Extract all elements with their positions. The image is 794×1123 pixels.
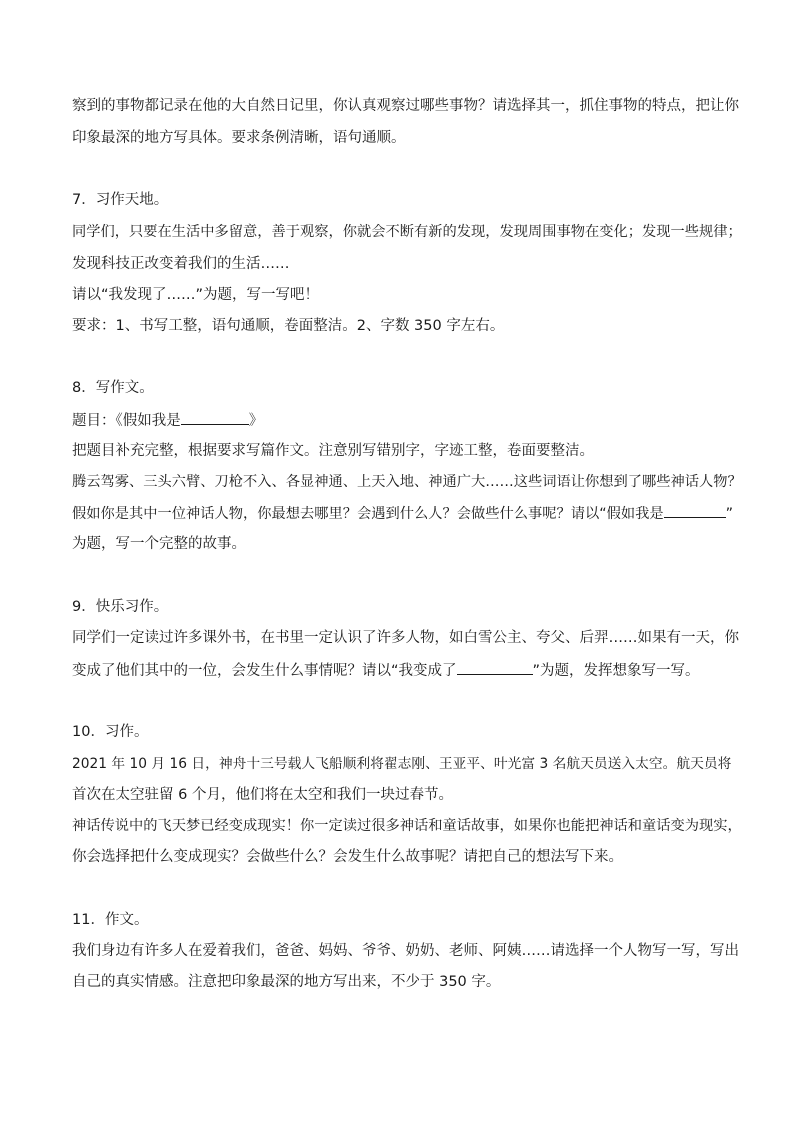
q9-line-2-prefix: 变成了他们其中的一位，会发生什么事情呢？请以“我变成了	[72, 663, 457, 679]
q10-line-4: 你会选择把什么变成现实？会做些什么？会发生什么故事呢？请把自己的想法写下来。	[72, 849, 623, 865]
q7-line-1: 同学们，只要在生活中多留意，善于观察，你就会不断有新的发现，发现周围事物在变化；发现一些规律；	[72, 224, 742, 240]
q10-line-3: 神话传说中的飞天梦已经变成现实！你一定读过很多神话和童话故事，如果你也能把神话和童话变为现实，	[72, 818, 742, 834]
q7-heading: 7．习作天地。	[72, 192, 169, 208]
q9-heading: 9．快乐习作。	[72, 599, 169, 615]
q8-line-3	[72, 503, 742, 524]
q9-line-2-suffix: ”为题，发挥想象写一写。	[532, 663, 700, 679]
q10-line-2: 首次在太空驻留 6 个月，他们将在太空和我们一块过春节。	[72, 787, 453, 803]
q8-line-3-blank	[664, 503, 726, 518]
q8-title-prefix: 题目：《假如我是	[72, 413, 181, 429]
q8-line-2: 腾云驾雾、三头六臂、刀枪不入、各显神通、上天入地、神通广大……这些词语让你想到了哪些神话人物？	[72, 474, 742, 490]
q7-line-4: 要求：1、书写工整，语句通顺，卷面整洁。2、字数 350 字左右。	[72, 318, 505, 334]
q9-line-1: 同学们一定读过许多课外书，在书里一定认识了许多人物，如白雪公主、夸父、后羿……如果有一天，你	[72, 630, 739, 646]
q6-line-1: 察到的事物都记录在他的大自然日记里，你认真观察过哪些事物？请选择其一，抓住事物的特点，把让你	[72, 98, 739, 114]
q8-title-blank	[181, 410, 249, 425]
q8-title-line	[72, 410, 742, 431]
q10-line-1: 2021 年 10 月 16 日，神舟十三号载人飞船顺利将翟志刚、王亚平、叶光富 3 名航天员送入太空。航天员将	[72, 756, 732, 772]
q8-line-3-suffix: ”	[725, 506, 734, 522]
q10-heading: 10．习作。	[72, 724, 149, 740]
q9-line-2-blank	[457, 660, 533, 675]
q6-line-2: 印象最深的地方写具体。要求条例清晰，语句通顺。	[72, 130, 406, 146]
q7-line-2: 发现科技正改变着我们的生活……	[72, 256, 290, 272]
q9-line-2	[72, 660, 742, 681]
q11-heading: 11．作文。	[72, 912, 149, 928]
q7-line-3: 请以“我发现了……”为题，写一写吧！	[72, 287, 320, 303]
q8-line-1: 把题目补充完整，根据要求写篇作文。注意别写错别字，字迹工整，卷面要整洁。	[72, 443, 594, 459]
q8-title-suffix: 》	[248, 413, 264, 429]
q11-line-1: 我们身边有许多人在爱着我们，爸爸、妈妈、爷爷、奶奶、老师、阿姨……请选择一个人物写一写，写出	[72, 943, 739, 959]
q11-line-2: 自己的真实情感。注意把印象最深的地方写出来，不少于 350 字。	[72, 974, 501, 990]
q8-heading: 8．写作文。	[72, 380, 154, 396]
q8-line-3-prefix: 假如你是其中一位神话人物，你最想去哪里？会遇到什么人？会做些什么事呢？请以“假如我是	[72, 506, 664, 522]
q8-line-4: 为题，写一个完整的故事。	[72, 536, 246, 552]
